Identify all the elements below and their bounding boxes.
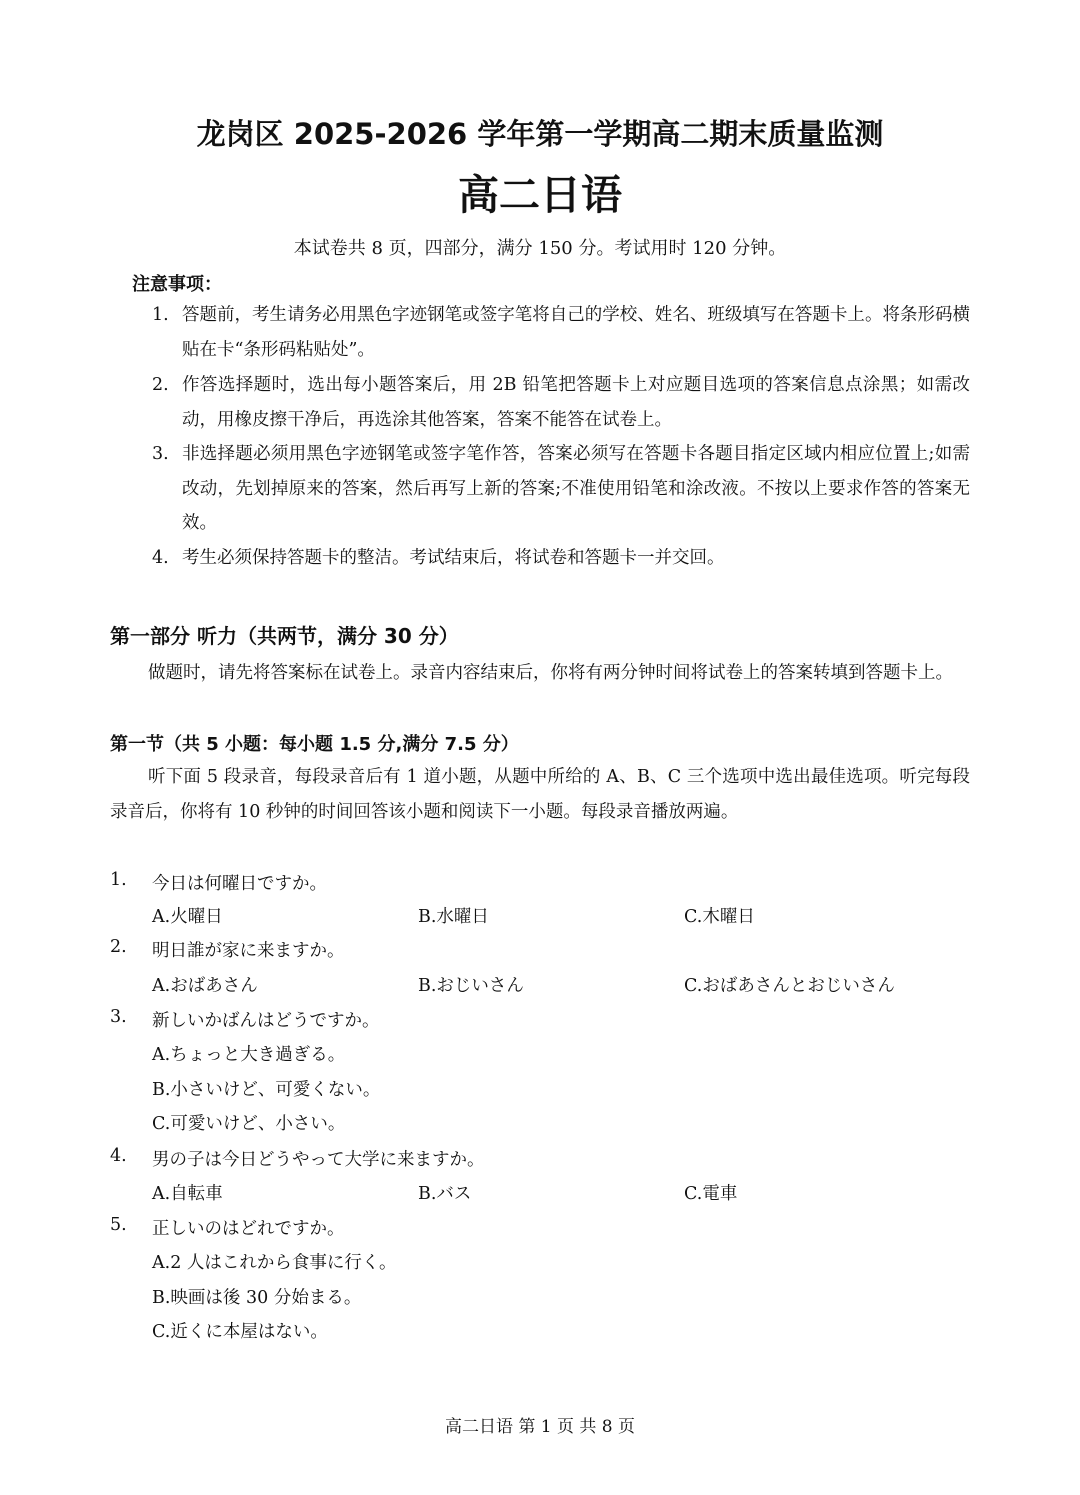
question-text: 新しいかばんはどうですか。 (152, 1011, 380, 1031)
notice-item-number: 1. (152, 305, 169, 325)
question-text: 男の子は今日どうやって大学に来ますか。 (152, 1150, 485, 1170)
question-number: 3. (110, 1007, 127, 1027)
notice-item (152, 298, 970, 367)
question-text: 明日誰が家に来ますか。 (152, 941, 345, 961)
option-b: B.水曜日 (418, 907, 489, 927)
notice-item-text: 考生必须保持答题卡的整洁。考试结束后，将试卷和答题卡一并交回。 (182, 548, 725, 568)
option-a: A.おばあさん (152, 976, 258, 996)
section1-heading: 第一节（共 5 小题：每小题 1.5 分,满分 7.5 分） (110, 734, 519, 755)
option-b: B.映画は後 30 分始まる。 (152, 1288, 362, 1308)
notice-item-number: 2. (152, 375, 169, 395)
question-text: 今日は何曜日ですか。 (152, 874, 327, 894)
notice-item (152, 541, 970, 576)
notice-item (152, 437, 970, 541)
part1-intro: 做题时，请先将答案标在试卷上。录音内容结束后，你将有两分钟时间将试卷上的答案转填到答题卡上。 (148, 663, 953, 683)
question-number: 1. (110, 870, 127, 890)
option-b: B.おじいさん (418, 976, 524, 996)
option-c: C.木曜日 (684, 907, 755, 927)
option-b: B.バス (418, 1184, 472, 1204)
question-text: 正しいのはどれですか。 (152, 1219, 345, 1239)
option-c: C.おばあさんとおじいさん (684, 976, 895, 996)
option-c: C.電車 (684, 1184, 738, 1204)
exam-title: 龙岗区 2025-2026 学年第一学期高二期末质量监测 (196, 117, 884, 151)
question-number: 4. (110, 1146, 127, 1166)
notice-item-text: 答题前，考生请务必用黑色字迹钢笔或签字笔将自己的学校、姓名、班级填写在答题卡上。将条形码横贴在卡“条形码粘贴处”。 (182, 305, 970, 360)
option-b: B.小さいけど、可愛くない。 (152, 1080, 381, 1100)
notice-item-number: 3. (152, 444, 169, 464)
notice-item-text: 非选择题必须用黑色字迹钢笔或签字笔作答，答案必须写在答题卡各题目指定区域内相应位置上;如需改动，先划掉原来的答案，然后再写上新的答案;不准使用铅笔和涂改液。不按以上要求作答的答案无效。 (182, 444, 970, 533)
exam-info: 本试卷共 8 页，四部分，满分 150 分。考试用时 120 分钟。 (293, 238, 787, 259)
option-a: A.自転車 (152, 1184, 223, 1204)
option-a: A.火曜日 (152, 907, 223, 927)
subject-title: 高二日语 (458, 171, 622, 219)
notice-item (152, 368, 970, 437)
part1-heading: 第一部分 听力（共两节，满分 30 分） (110, 624, 459, 648)
question-number: 2. (110, 937, 127, 957)
option-a: A.2 人はこれから食事に行く。 (152, 1253, 397, 1273)
section1-intro: 听下面 5 段录音，每段录音后有 1 道小题，从题中所给的 A、B、C 三个选项中选出最佳选项。听完每段录音后，你将有 10 秒钟的时间回答该小题和阅读下一小题。每段录音播放两遍。 (110, 767, 970, 822)
option-c: C.可愛いけど、小さい。 (152, 1114, 346, 1134)
option-a: A.ちょっと大き過ぎる。 (152, 1045, 346, 1065)
notice-heading: 注意事项： (132, 274, 222, 295)
notice-item-text: 作答选择题时，选出每小题答案后，用 2B 铅笔把答题卡上对应题目选项的答案信息点涂黑；如需改动，用橡皮擦干净后，再选涂其他答案，答案不能答在试卷上。 (182, 375, 970, 430)
option-c: C.近くに本屋はない。 (152, 1322, 328, 1342)
notice-item-number: 4. (152, 548, 169, 568)
page-footer: 高二日语 第 1 页 共 8 页 (444, 1417, 636, 1437)
question-number: 5. (110, 1215, 127, 1235)
